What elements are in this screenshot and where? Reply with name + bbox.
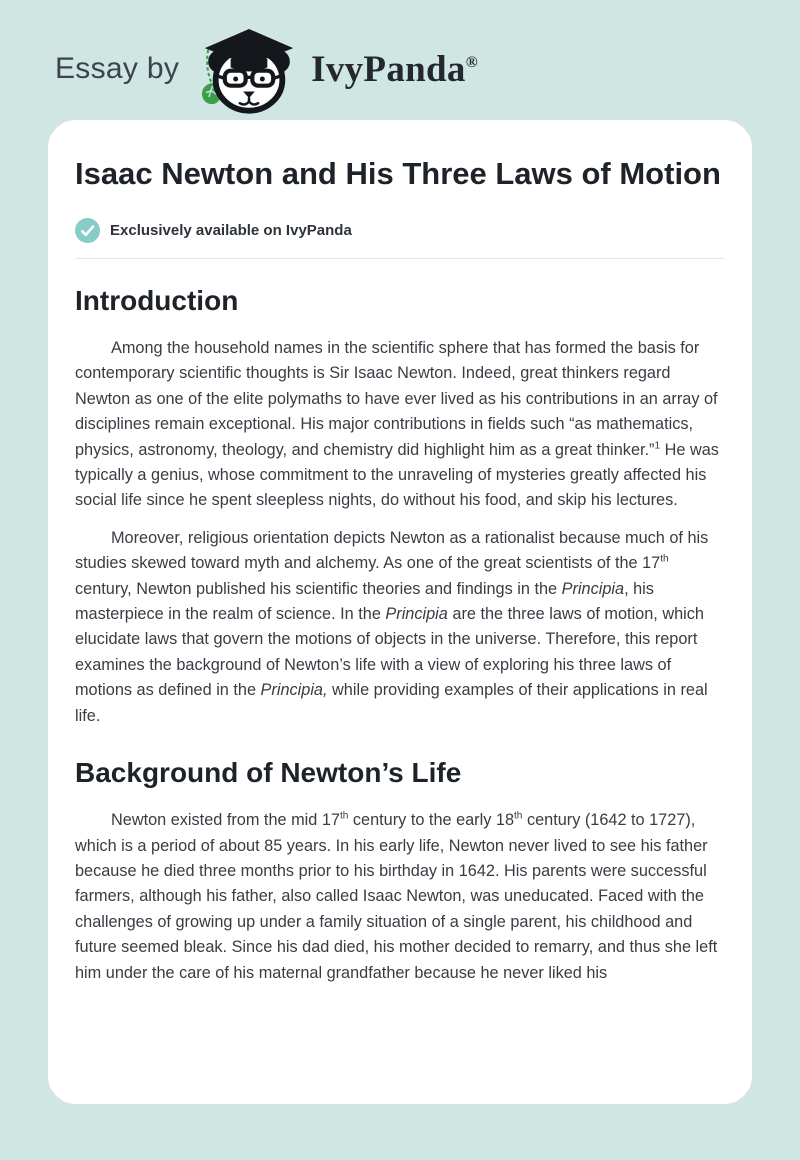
ordinal-suffix: th — [660, 553, 669, 565]
divider — [75, 258, 725, 259]
essay-title: Isaac Newton and His Three Laws of Motion — [75, 156, 721, 191]
paragraph-text: , his masterpiece in the realm of science. In the — [75, 579, 654, 624]
intro-paragraph-1 — [75, 336, 725, 514]
paragraph-text: He was typically a genius, whose commitment to the unraveling of mysteries greatly affected his social life since he spent sleepless nights, do without his food, and skip his lectures. — [75, 440, 719, 510]
availability-label: Exclusively available on IvyPanda — [110, 222, 352, 239]
check-circle-icon — [75, 218, 100, 243]
page-header — [0, 0, 800, 108]
footnote-ref: 1 — [654, 440, 661, 452]
ordinal-suffix: th — [339, 810, 349, 822]
book-title-italic: Principia, — [260, 681, 328, 700]
brand-text: IvyPanda — [311, 48, 466, 90]
paragraph-text: Newton existed from the mid 17 — [111, 811, 340, 830]
ivypanda-panda-logo-icon — [199, 24, 299, 114]
paragraph-text: while providing examples of their applications in real life. — [75, 681, 708, 725]
background-paragraph-1 — [75, 808, 725, 986]
paragraph-text: century, Newton published his scientific theories and findings in the — [75, 579, 562, 598]
paragraph-text: Among the household names in the scientific sphere that has formed the basis for contemporary scientific thoughts is Sir Isaac Newton. Indeed, great thinkers regard Newton as one of the elite polymaths to have ever lived as his contributions in an array of disciplines remain exceptional. His major contributions in fields such “as mathematics, physics, astronomy, theology, and chemistry did highlight him as a great thinker.” — [75, 339, 718, 459]
ordinal-suffix: th — [514, 810, 523, 822]
paragraph-text: century to the early 18 — [348, 811, 514, 830]
book-title-italic: Principia — [561, 579, 625, 598]
book-title-italic: Principia — [385, 605, 448, 624]
paragraph-text: century (1642 to 1727), which is a period of about 85 years. In his early life, Newton never lived to see his father because he died three months prior to his birthday in 1642. His parents were successful farmers, although his father, also called Isaac Newton, was uneducated. Faced with the challenges of growing up under a family situation of a single parent, his childhood and future seemed bleak. Since his dad died, his mother decided to remarry, and thus she left him under the care of his maternal grandfather because he never liked his — [75, 811, 718, 982]
registered-mark: ® — [465, 53, 478, 71]
intro-paragraph-2 — [75, 526, 725, 729]
brand-name — [311, 48, 478, 91]
essay-by-label: Essay by — [55, 52, 180, 85]
paragraph-text: are the three laws of motion, which elucidate laws that govern the motions of objects in the universe. Therefore, this report examines the background of Newton’s life with a view of exploring his three laws of motions as defined in the — [75, 605, 704, 700]
availability-badge — [75, 218, 725, 243]
section-heading-introduction: Introduction — [75, 285, 239, 316]
paragraph-text: Moreover, religious orientation depicts Newton as a rationalist because much of his studies skewed toward myth and alchemy. As one of the great scientists of the 17 — [75, 528, 709, 573]
essay-card — [48, 120, 752, 1104]
section-heading-background: Background of Newton’s Life — [75, 757, 462, 789]
